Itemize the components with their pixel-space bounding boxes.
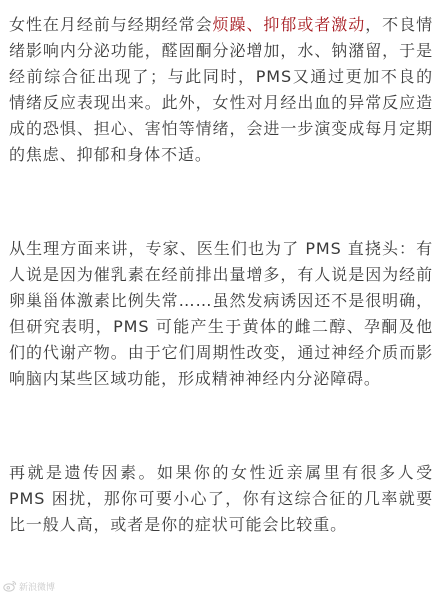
paragraph-1-text-start: 女性在月经前与经期经常会 (9, 15, 213, 34)
watermark-text: 新浪微博 (19, 582, 56, 593)
highlighted-phrase: 烦躁、抑郁或者激动 (212, 15, 366, 34)
paragraph-2: 从生理方面来讲，专家、医生们也为了 PMS 直挠头：有人说是因为催乳素在经前排出量增多，有人说是因为经前卵巢甾体激素比例失常……虽然发病诱因还不是很明确，但研究表明，PMS 可能产生于黄体的雌二醇、孕酮及他们的代谢产物。由于它们周期性改变，通过神经介质而影响脑内某些区域功能，形成精神神经内分泌障碍。 (9, 239, 433, 388)
paragraph-1 (9, 12, 433, 168)
paragraph-1-text-end: ，不良情绪影响内分泌功能，醛固酮分泌增加，水、钠潴留，于是经前综合征出现了；与此同时，PMS又通过更加不良的情绪反应表现出来。此外，女性对月经出血的异常反应造成的恐惧、担心、害怕等情绪，会进一步演变成每月定期的焦虑、抑郁和身体不适。 (9, 15, 433, 164)
paragraph-3: 再就是遗传因素。如果你的女性近亲属里有很多人受 PMS 困扰，那你可要小心了，你有这综合征的几率就要比一般人高，或者是你的症状可能会比较重。 (9, 463, 433, 534)
weibo-logo-icon (3, 580, 17, 592)
watermark (3, 578, 55, 594)
